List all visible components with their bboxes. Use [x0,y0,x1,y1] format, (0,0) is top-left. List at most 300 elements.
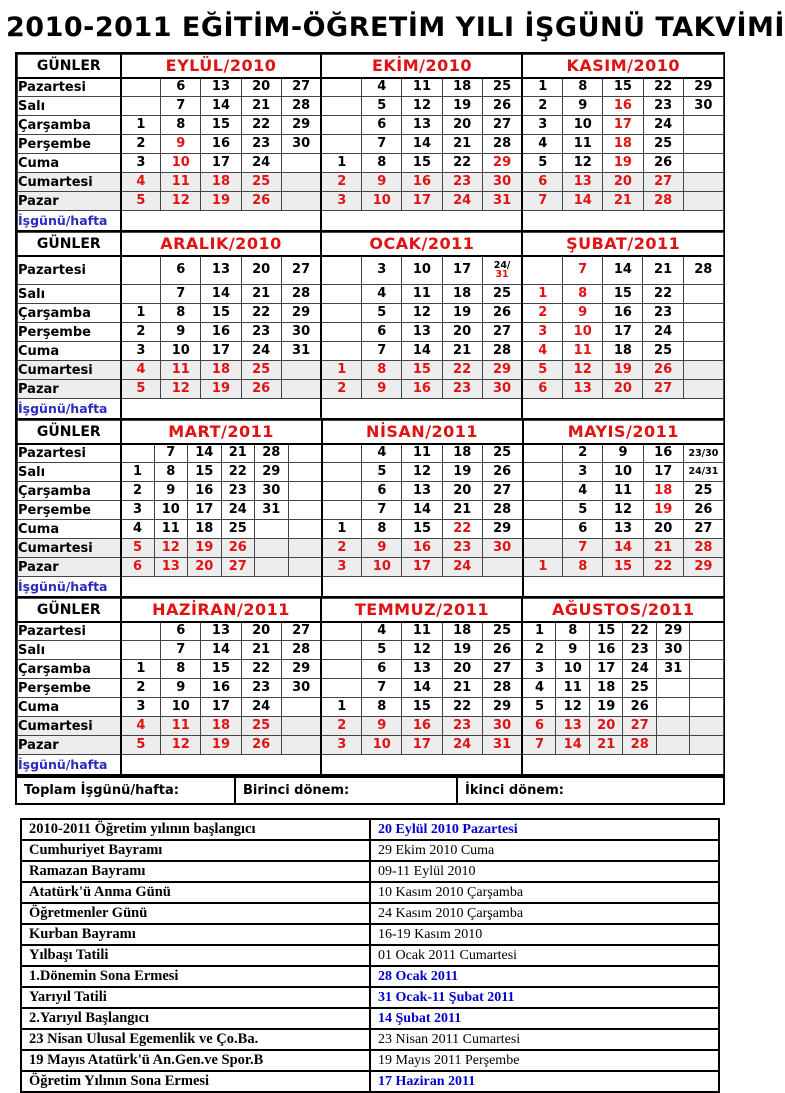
day-cell [623,679,657,698]
day-number: 16 [613,305,632,321]
day-cell [288,558,322,577]
day-cell [201,323,241,342]
day-cell [643,444,683,463]
day-number: 11 [171,718,190,734]
day-number: 17 [211,343,231,359]
day-number: 24 [654,324,673,340]
day-cell [522,380,562,399]
day-number: 20 [453,661,472,677]
day-cell [603,304,643,323]
day-cell [161,285,201,304]
day-cell [563,323,603,342]
day-number: 30 [493,174,512,190]
day-cell [121,463,155,482]
day-cell [121,539,155,558]
day-number: 21 [453,502,472,518]
day-cell [362,736,402,755]
day-number: 22 [453,521,472,537]
day-label: Cumartesi [18,717,121,736]
day-cell [522,698,556,717]
event-row [21,882,719,903]
day-cell [589,698,623,717]
day-number: 15 [211,661,231,677]
day-number: 13 [413,483,432,499]
day-cell [482,154,522,173]
event-date: 28 Ocak 2011 [370,966,719,987]
calendar-block [17,420,724,598]
gunler-header: GÜNLER [18,55,121,78]
day-label: Salı [18,463,121,482]
day-cell [362,285,402,304]
day-cell [402,539,442,558]
day-number: 12 [171,737,190,753]
day-cell [442,501,482,520]
calendar-block [17,232,724,420]
day-cell [121,285,161,304]
day-label: Salı [18,97,121,116]
day-number: 27 [493,661,512,677]
day-cell [656,622,690,641]
day-number: 8 [377,521,387,537]
day-cell [603,97,643,116]
day-number: 8 [568,623,578,639]
day-number: 24 [252,343,271,359]
day-cell [322,539,362,558]
day-number: 28 [654,193,673,209]
day-number: 15 [613,79,632,95]
day-number: 31 [493,193,512,209]
day-cell [221,501,255,520]
day-number: 13 [412,324,431,340]
day-cell [603,256,643,285]
day-number: 8 [377,699,387,715]
day-number: 6 [538,174,548,190]
day-cell [589,679,623,698]
day-cell [442,641,482,660]
workday-calendar-table [15,52,725,805]
day-label: Cuma [18,520,121,539]
day-number: 3 [538,324,548,340]
day-cell [362,97,402,116]
day-number: 2 [534,642,544,658]
day-number: 7 [377,136,387,152]
day-cell [161,679,201,698]
day-number: 30 [493,381,512,397]
day-cell [603,444,643,463]
day-cell [201,622,241,641]
day-number: 18 [211,174,231,190]
day-cell [362,539,402,558]
day-number: 19 [195,540,214,556]
day-number: 21 [228,445,247,461]
day-number: 16 [597,642,616,658]
event-label: Yılbaşı Tatili [21,945,370,966]
day-cell [161,304,201,323]
day-cell [643,501,683,520]
day-number: 22 [228,464,247,480]
day-number: 3 [534,661,544,677]
day-number: 19 [211,381,231,397]
day-cell [442,679,482,698]
day-number: 2 [136,324,146,340]
day-cell [241,323,281,342]
day-cell [161,256,201,285]
day-number: 4 [538,136,548,152]
day-cell [589,717,623,736]
day-number: 31 [664,661,683,677]
day-cell [523,482,563,501]
page-title: 2010-2011 EĞİTİM-ÖĞRETİM YILI İŞGÜNÜ TAKVİMİ [6,12,785,43]
day-cell [402,558,442,577]
isgunu-value-cell [121,577,322,598]
day-number: 25 [252,174,271,190]
day-cell [221,463,255,482]
day-cell [683,135,723,154]
day-number: 25 [654,136,673,152]
day-cell [603,361,643,380]
day-number: 11 [412,286,431,302]
day-cell [643,520,683,539]
day-number: 7 [176,642,186,658]
day-cell [683,342,723,361]
day-number: 25 [630,680,649,696]
day-cell [322,520,362,539]
day-number: 28 [292,642,311,658]
day-number: 28 [694,262,713,278]
day-cell [690,717,724,736]
day-number: 2 [337,174,347,190]
day-cell [322,501,362,520]
isgunu-value-cell [322,577,523,598]
day-number: 9 [578,305,588,321]
day-number: 25 [252,718,271,734]
day-label: Salı [18,641,121,660]
day-number: 27 [654,381,673,397]
day-number: 29 [292,117,311,133]
day-number: 26 [694,502,713,518]
day-cell [402,342,442,361]
day-cell [402,116,442,135]
day-number: 24 [252,699,271,715]
day-cell [241,622,281,641]
day-cell [121,323,161,342]
day-number: 13 [412,117,431,133]
day-cell [221,520,255,539]
day-cell [201,173,241,192]
day-cell [221,539,255,558]
day-cell [201,361,241,380]
day-number: 18 [613,136,632,152]
isgunu-value-cell [121,755,322,776]
event-row [21,987,719,1008]
day-number: 29 [694,559,713,575]
day-number: 20 [453,324,472,340]
day-number: 28 [694,540,713,556]
event-row [21,966,719,987]
day-number: 28 [493,502,512,518]
day-number: 9 [176,136,186,152]
event-label: Ramazan Bayramı [21,861,370,882]
day-number: 22 [630,623,649,639]
day-number: 15 [412,699,431,715]
day-cell [563,342,603,361]
day-cell [362,323,402,342]
day-cell [402,256,442,285]
day-number: 14 [413,502,432,518]
day-number: 9 [166,483,176,499]
event-label: Atatürk'ü Anma Günü [21,882,370,903]
day-cell [402,323,442,342]
day-cell [322,444,362,463]
day-number: 12 [573,362,592,378]
day-cell [201,641,241,660]
event-date: 19 Mayıs 2011 Perşembe [370,1050,719,1071]
day-cell [442,256,482,285]
day-number: 16 [211,324,231,340]
day-number: 3 [337,559,347,575]
day-number: 19 [453,98,472,114]
day-number: 1 [337,521,347,537]
day-cell [321,285,361,304]
day-number: 5 [377,642,387,658]
day-number: 9 [176,324,186,340]
day-number: 18 [453,445,472,461]
day-number: 13 [613,521,633,537]
day-number: 15 [613,286,632,302]
day-number: 27 [292,623,311,639]
day-number: 4 [377,623,387,639]
calendar-block [17,598,724,776]
day-cell [643,116,683,135]
day-number: 5 [534,699,544,715]
day-cell [362,698,402,717]
day-cell [683,520,723,539]
day-cell [402,622,442,641]
day-number: 14 [211,98,231,114]
event-date: 31 Ocak-11 Şubat 2011 [370,987,719,1008]
day-label: Perşembe [18,501,121,520]
isgunu-label: İşgünü/hafta [18,399,121,420]
day-cell [362,135,402,154]
event-row [21,1008,719,1029]
month-header: OCAK/2011 [321,233,522,256]
day-number: 3 [136,343,146,359]
day-cell [281,192,321,211]
day-label: Pazartesi [18,444,121,463]
day-number: 14 [412,136,431,152]
day-number: 26 [654,362,673,378]
day-cell [603,380,643,399]
day-number: 27 [630,718,649,734]
day-cell [603,323,643,342]
day-cell [556,622,590,641]
day-cell [523,463,563,482]
day-cell [161,135,201,154]
day-cell [121,622,161,641]
day-cell [603,520,643,539]
day-number: 13 [211,623,231,639]
day-cell [161,323,201,342]
day-cell [255,463,289,482]
day-number: 7 [538,193,548,209]
isgunu-value-cell [522,399,723,420]
day-number: 5 [136,737,146,753]
day-label: Çarşamba [18,304,121,323]
day-number: 20 [453,483,472,499]
day-label: Çarşamba [18,482,121,501]
gunler-header: GÜNLER [18,233,121,256]
day-cell [683,192,723,211]
day-cell [442,285,482,304]
day-cell [201,116,241,135]
day-number: 4 [136,362,146,378]
day-number: 9 [377,381,387,397]
event-label: 2.Yarıyıl Başlangıcı [21,1008,370,1029]
day-number: 17 [412,193,431,209]
day-cell [188,463,222,482]
day-cell [322,463,362,482]
day-cell [281,135,321,154]
calendar-block [17,54,724,232]
day-cell [563,380,603,399]
first-term-label: Birinci dönem: [235,777,457,803]
events-table-body [21,819,719,1092]
day-cell [623,736,657,755]
day-number: 26 [493,98,512,114]
day-cell [281,361,321,380]
day-number: 12 [171,381,190,397]
day-cell [482,501,522,520]
day-cell [321,78,361,97]
day-cell [683,539,723,558]
day-number: 20 [195,559,214,575]
day-number: 14 [195,445,214,461]
day-number: 21 [453,343,472,359]
day-cell [402,463,442,482]
day-number: 26 [630,699,649,715]
day-number: 19 [211,193,231,209]
day-cell [281,660,321,679]
day-cell [281,285,321,304]
day-cell [321,323,361,342]
day-number: 1 [136,661,146,677]
day-cell [188,444,222,463]
day-number: 2 [538,305,548,321]
day-number: 20 [252,623,271,639]
day-number: 9 [578,98,588,114]
month-header: MART/2011 [121,421,322,444]
month-header: EKİM/2010 [321,55,522,78]
day-cell [563,361,603,380]
day-number: 27 [292,262,311,278]
day-cell [482,78,522,97]
day-number: 5 [136,193,146,209]
day-cell [255,501,289,520]
day-cell [201,192,241,211]
day-number: 14 [563,737,582,753]
day-number: 1 [136,305,146,321]
day-cell [241,285,281,304]
day-number: 1 [132,464,143,480]
day-number: 28 [493,680,512,696]
day-label: Pazartesi [18,78,121,97]
day-number: 21 [613,193,632,209]
day-number: 16 [211,680,231,696]
day-number: 23 [252,324,271,340]
day-number: 8 [578,79,588,95]
month-header: ARALIK/2010 [121,233,322,256]
day-number: 27 [654,174,673,190]
day-cell [362,520,402,539]
day-cell [161,361,201,380]
day-number: 23 [453,381,472,397]
day-cell [154,482,188,501]
day-label: Perşembe [18,135,121,154]
day-cell [241,717,281,736]
day-cell [683,380,723,399]
day-cell [281,698,321,717]
day-number: 15 [412,155,431,171]
day-cell [241,361,281,380]
day-cell [656,679,690,698]
day-number: 30 [262,483,281,499]
day-label: Çarşamba [18,660,121,679]
day-number: 3 [337,193,347,209]
day-cell [255,444,289,463]
day-cell [161,380,201,399]
day-cell [442,482,482,501]
gunler-header: GÜNLER [18,421,121,444]
day-cell [288,463,322,482]
day-number: 15 [613,559,633,575]
day-cell [522,660,556,679]
day-number: 6 [377,324,387,340]
day-cell [522,78,562,97]
day-number: 25 [654,343,673,359]
day-cell [482,173,522,192]
day-cell [362,444,402,463]
day-number: 30 [694,98,713,114]
day-cell [288,539,322,558]
day-cell [690,736,724,755]
day-cell [121,192,161,211]
day-number: 8 [578,286,588,302]
isgunu-value-cell [522,755,723,776]
day-number: 25 [252,362,271,378]
day-number: 20 [654,521,673,537]
day-number: 28 [292,286,311,302]
day-number: 10 [372,193,391,209]
day-cell [188,520,222,539]
day-cell [121,173,161,192]
day-cell [281,116,321,135]
day-cell [556,698,590,717]
day-cell [281,342,321,361]
event-label: 19 Mayıs Atatürk'ü An.Gen.ve Spor.B [21,1050,370,1071]
day-number: 26 [654,155,673,171]
day-cell [690,641,724,660]
day-cell [402,285,442,304]
day-number: 19 [211,737,231,753]
day-cell [523,444,563,463]
day-cell [482,641,522,660]
day-number: 5 [538,362,548,378]
day-cell [589,660,623,679]
day-cell [121,501,155,520]
day-number: 20 [613,174,632,190]
day-cell [362,78,402,97]
day-number: 24 [228,502,247,518]
